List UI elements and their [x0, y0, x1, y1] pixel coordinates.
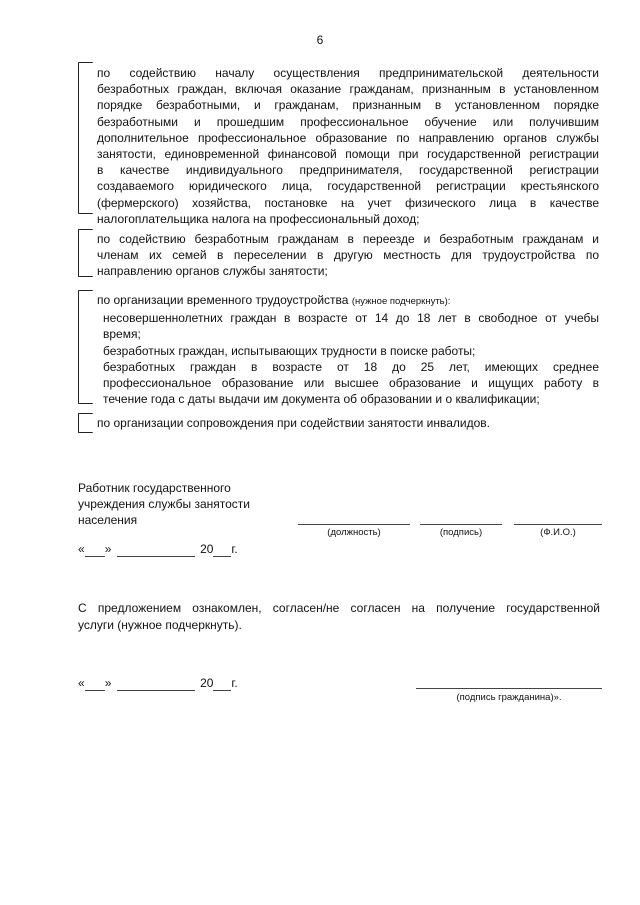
full-name-caption: (Ф.И.О.): [540, 527, 576, 538]
citizen-date: [78, 676, 238, 691]
text-line: порядке безработными, и гражданам, признанным в установленном порядке: [97, 98, 599, 113]
year-prefix: 20: [200, 542, 214, 556]
text-line: занятости, единовременной финансовой помощи при государственной регистрации: [97, 147, 599, 162]
page-number: 6: [316, 33, 324, 47]
text-line: по содействию началу осуществления предпринимательской деятельности: [97, 66, 599, 80]
worker-label: [78, 480, 250, 528]
text-line: безработных граждан в возрасте от 18 до 25 лет, имеющих среднее: [103, 359, 599, 374]
text-line: безработных граждан, включая оказание гражданам, признанным в установленном: [97, 82, 599, 97]
text-line: С предложением ознакомлен, согласен/не согласен на получение государственной: [78, 601, 600, 615]
text-line: услуги (нужное подчеркнуть).: [78, 617, 242, 632]
text-line: время;: [103, 327, 141, 342]
position-field[interactable]: [298, 524, 410, 525]
quote-close: »: [104, 676, 112, 690]
option-4-checkbox[interactable]: [78, 413, 93, 433]
day-field[interactable]: [85, 676, 105, 691]
option-1-text: [97, 65, 599, 227]
month-field[interactable]: [117, 542, 195, 557]
year-prefix: 20: [200, 676, 214, 690]
text-line: по организации сопровождения при содействии занятости инвалидов.: [97, 416, 491, 430]
signature-field[interactable]: [420, 524, 502, 525]
text-line: профессиональное образование или высшее образование и ищущих работу в: [103, 376, 599, 391]
text-line: безработными и прошедшим профессиональное обучение или получившим: [97, 114, 599, 129]
worker-label-line: Работник государственного: [78, 481, 231, 495]
quote-open: «: [78, 676, 85, 690]
citizen-signature-caption: (подпись гражданина)».: [456, 692, 562, 703]
text-line: создаваемого юридического лица, государственной регистрации крестьянского: [97, 179, 599, 194]
text-line: по содействию безработным гражданам в переезде и безработным гражданам и: [97, 232, 599, 246]
text-line: членам их семей в переселении в другую местность для трудоустройства по: [97, 248, 599, 263]
option-1-checkbox[interactable]: [78, 62, 93, 214]
option-3-heading: [97, 292, 599, 310]
worker-label-line: учреждения службы занятости: [78, 497, 250, 511]
quote-open: «: [78, 542, 85, 556]
option-4-text: [97, 415, 599, 431]
consent-text: [78, 600, 600, 633]
worker-label-line: населения: [78, 513, 138, 527]
text-line: безработных граждан, испытывающих трудности в поиске работы;: [103, 343, 476, 358]
text-line: (фермерского) хозяйства, постановке на учет физического лица в качестве: [97, 195, 599, 210]
text-line: несовершеннолетних граждан в возрасте от 14 до 18 лет в свободное от учебы: [103, 311, 599, 326]
full-name-field[interactable]: [514, 524, 602, 525]
year-field[interactable]: [213, 676, 231, 691]
option-3-heading-text: по организации временного трудоустройства: [97, 293, 349, 307]
quote-close: »: [104, 542, 112, 556]
option-3-text: [97, 292, 599, 407]
option-3-hint: (нужное подчеркнуть):: [351, 296, 451, 307]
worker-date: [78, 542, 238, 557]
year-field[interactable]: [213, 542, 231, 557]
text-line: течение года с даты выдачи им документа об образовании и о квалификации;: [103, 392, 540, 407]
year-suffix: г.: [231, 676, 238, 690]
text-line: в качестве индивидуального предпринимателя, государственной регистрации: [97, 163, 599, 178]
option-2-text: [97, 231, 599, 280]
text-line: направлению органов службы занятости;: [97, 264, 328, 279]
day-field[interactable]: [85, 542, 105, 557]
month-field[interactable]: [117, 676, 195, 691]
option-2-checkbox[interactable]: [78, 229, 93, 277]
text-line: налогоплательщика налога на профессиональный доход;: [97, 211, 420, 226]
signature-caption: (подпись): [439, 527, 483, 538]
position-caption: (должность): [327, 527, 381, 538]
citizen-signature-field[interactable]: [416, 688, 602, 689]
text-line: дополнительное профессиональное образование по направлению органов службы: [97, 130, 599, 145]
year-suffix: г.: [231, 542, 238, 556]
option-3-checkbox[interactable]: [78, 290, 93, 404]
